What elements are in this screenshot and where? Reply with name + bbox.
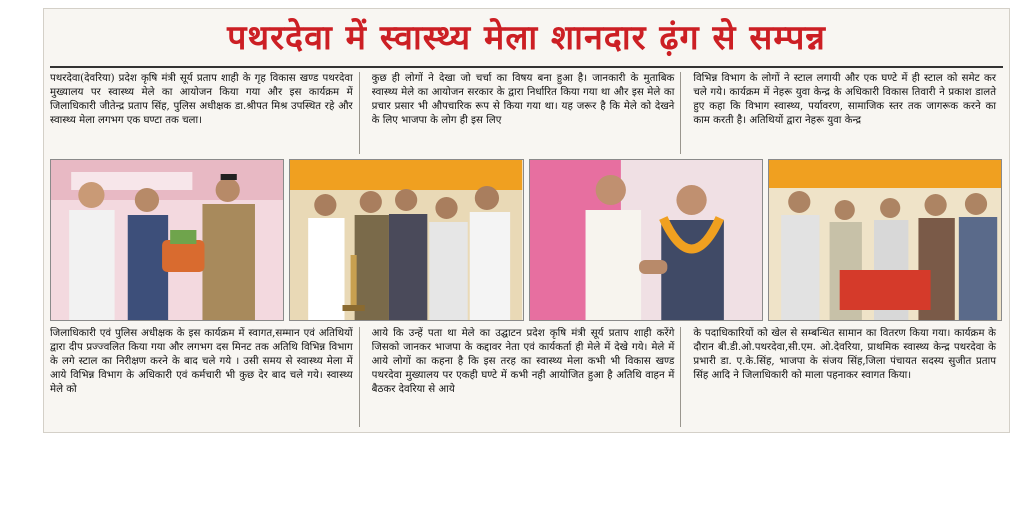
article-column-3: विभिन्न विभाग के लोगों ने स्टाल लगायी और एक घण्टे में ही स्टाल को समेट कर चले गये। कार्यक्रम में नेहरू युवा केन्द्र के अधिकारी विकास तिवारी ने प्रकाश डालते हुए कहा कि विभाग स्वास्थ्य, पर्यावरण, सामाजिक स्तर तक जागरूक करने का काम करती है। अतिथियों द्वारा नेहरू युवा केन्द्र — [693, 73, 997, 126]
article-column-1: पथरदेवा(देवरिया) प्रदेश कृषि मंत्री सूर्य प्रताप शाही के गृह विकास खण्ड पथरदेवा मुख्यालय पर स्वास्थ्य मेले का आयोजन किया गया और इस कार्यक्रम में जिलाधिकारी जीतेन्द्र प्रताप सिंह, पुलिस अधीक्षक डा.श्रीपत मिश्र उपस्थित रहे और स्वास्थ्य मेला लगभग एक घण्टा तक चला। — [50, 72, 360, 154]
photo-garland-welcome — [529, 159, 763, 321]
headline-divider — [50, 66, 1003, 68]
article-column-6: के पदाधिकारियों को खेल से सम्बन्धित सामान का वितरण किया गया। कार्यक्रम के दौरान बी.डी.ओ.पथरदेवा,सी.एम. ओ.देवरिया, प्राथमिक स्वास्थ्य केन्द्र पथरदेवा के प्रभारी डा. ए.के.सिंह, भाजपा के संजय सिंह,जिला पंचायत सदस्य सुजीत प्रताप सिंह आदि ने जिलाधिकारी को माला पहनाकर स्वागत किया। — [693, 328, 997, 381]
news-clipping — [43, 8, 1010, 433]
headline: पथरदेवा में स्वास्थ्य मेला शानदार ढ़ंग से सम्पन्न — [227, 18, 826, 58]
photo-sports-distribution — [768, 159, 1002, 321]
article-column-4: जिलाधिकारी एवं पुलिस अधीक्षक के इस कार्यक्रम में स्वागत,सम्मान एवं अतिथियों द्वारा दीप प्रज्ज्वलित किया गया और लगभग दस मिनट तक अतिथि विभिन्न विभाग के लगे स्टाल का निरीक्षण करने के बाद चले गये । उसी समय से स्वास्थ्य मेला में आये विभिन्न विभाग के अधिकारी एवं कर्मचारी भी कुछ देर बाद चले गये। स्वास्थ्य मेले को — [50, 327, 360, 427]
article-column-2: कुछ ही लोगों ने देखा जो चर्चा का विषय बना हुआ है। जानकारी के मुताबिक स्वास्थ्य मेले का आयोजन सरकार के द्वारा निर्धारित किया गया था और इस मेले का प्रचार प्रसार भी औपचारिक रूप से किया गया था। यह जरूर है कि मेले को देखने के लिए भाजपा के लोग ही इस लिए — [372, 72, 682, 154]
article-top-columns — [50, 72, 1002, 154]
photo-lamp-lighting — [289, 159, 523, 321]
article-column-5: आये कि उन्हें पता था मेले का उद्घाटन प्रदेश कृषि मंत्री सूर्य प्रताप शाही करेंगे जिसको जानकर भाजपा के कद्दावर नेता एवं कार्यकर्ता ही मेले में देखे गये। मेले में आये लोगों का कहना है कि इस तरह का स्वास्थ्य मेला कभी भी विकास खण्ड पथरदेवा मुख्यालय पर एकही घण्टे में कभी नही आयोजित हुआ है अतिथि वाहन में बैठकर देवरिया से आये — [372, 327, 682, 427]
photo-strip — [50, 159, 1002, 321]
photo-officials-gift — [50, 159, 284, 321]
article-bottom-columns — [50, 327, 1002, 427]
